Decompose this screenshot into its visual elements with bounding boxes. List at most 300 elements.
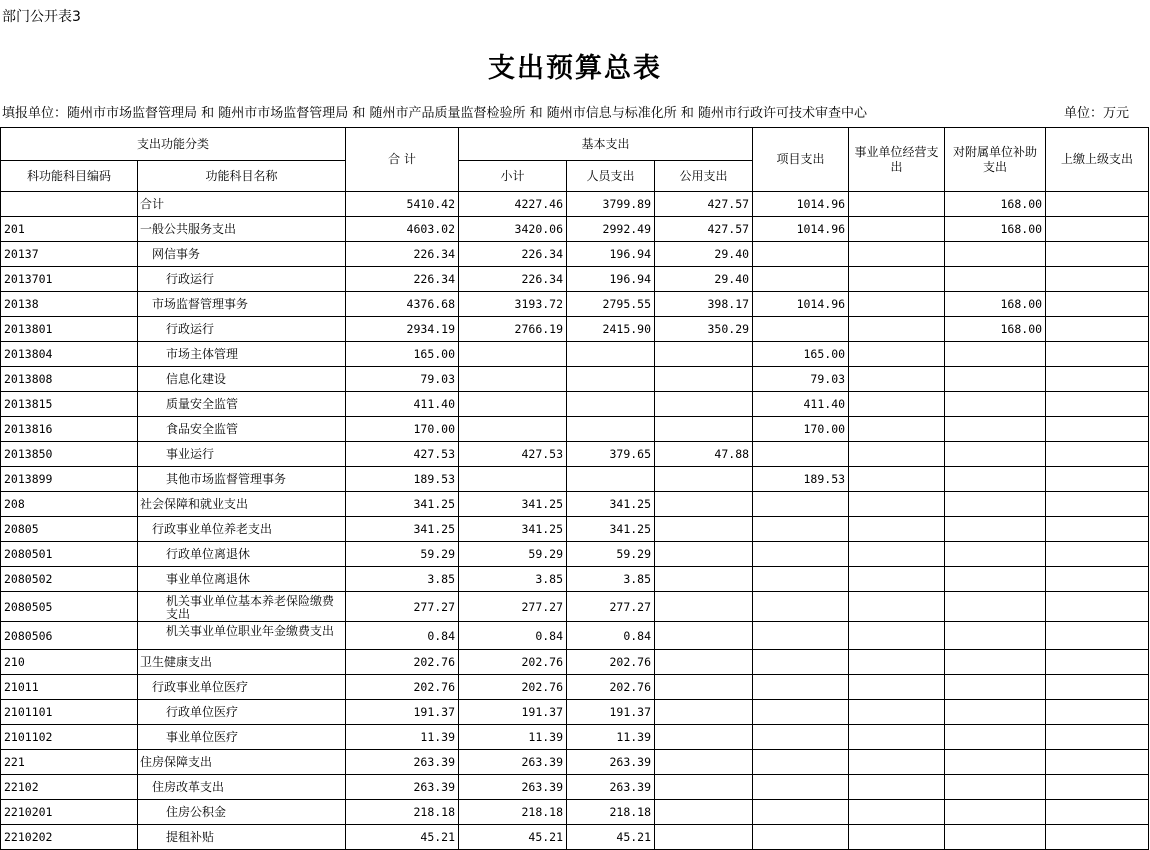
row-total: 4603.02 [346,217,459,242]
row-project [753,442,849,467]
row-project [753,800,849,825]
row-code: 2080501 [1,542,138,567]
row-subsidy [945,675,1046,700]
row-name: 行政单位医疗 [138,700,346,725]
row-business [849,825,945,850]
row-subtotal: 341.25 [459,492,567,517]
row-upper [1046,242,1149,267]
row-subsidy [945,367,1046,392]
row-subsidy [945,700,1046,725]
row-business [849,342,945,367]
row-business [849,217,945,242]
row-subsidy [945,517,1046,542]
row-name: 机关事业单位基本养老保险缴费支出 [138,592,346,622]
row-project: 1014.96 [753,192,849,217]
row-name: 行政事业单位养老支出 [138,517,346,542]
row-code: 2013801 [1,317,138,342]
row-code [1,192,138,217]
row-project: 165.00 [753,342,849,367]
row-personnel: 2415.90 [567,317,655,342]
header-business: 事业单位经营支出 [849,128,945,192]
row-business [849,492,945,517]
row-upper [1046,622,1149,650]
row-project [753,750,849,775]
row-total: 4376.68 [346,292,459,317]
row-business [849,292,945,317]
table-row [1,775,1149,800]
row-business [849,442,945,467]
header-project: 项目支出 [753,128,849,192]
row-code: 2013899 [1,467,138,492]
row-subtotal: 341.25 [459,517,567,542]
row-total: 0.84 [346,622,459,650]
row-upper [1046,192,1149,217]
row-personnel: 202.76 [567,650,655,675]
row-name: 社会保障和就业支出 [138,492,346,517]
row-subtotal [459,367,567,392]
row-project: 170.00 [753,417,849,442]
row-public [655,342,753,367]
row-personnel: 218.18 [567,800,655,825]
header-upper: 上缴上级支出 [1046,128,1149,192]
header-name: 功能科目名称 [138,161,346,192]
row-subtotal [459,467,567,492]
row-subtotal: 202.76 [459,650,567,675]
row-upper [1046,592,1149,622]
row-subtotal: 263.39 [459,750,567,775]
row-project: 189.53 [753,467,849,492]
row-personnel: 341.25 [567,517,655,542]
row-name: 住房改革支出 [138,775,346,800]
row-project [753,542,849,567]
table-row [1,825,1149,850]
row-public [655,492,753,517]
row-name: 市场监督管理事务 [138,292,346,317]
row-name: 市场主体管理 [138,342,346,367]
row-project [753,267,849,292]
row-project [753,492,849,517]
reporting-unit-text: 填报单位：随州市市场监督管理局 和 随州市市场监督管理局 和 随州市产品质量监督检验所 和 随州市信息与标准化所 和 随州市行政许可技术审查中心 [2,106,868,121]
row-business [849,467,945,492]
row-personnel: 277.27 [567,592,655,622]
row-total: 2934.19 [346,317,459,342]
table-row [1,242,1149,267]
row-public: 350.29 [655,317,753,342]
row-public: 427.57 [655,217,753,242]
row-name: 事业单位医疗 [138,725,346,750]
row-business [849,192,945,217]
table-row [1,442,1149,467]
row-code: 201 [1,217,138,242]
row-code: 2013701 [1,267,138,292]
row-subsidy [945,650,1046,675]
table-row [1,492,1149,517]
budget-table [0,127,1149,850]
row-upper [1046,800,1149,825]
row-subtotal: 226.34 [459,267,567,292]
row-subtotal: 4227.46 [459,192,567,217]
row-personnel: 191.37 [567,700,655,725]
row-code: 2013816 [1,417,138,442]
row-name: 行政事业单位医疗 [138,675,346,700]
header-personnel: 人员支出 [567,161,655,192]
currency-unit-label: 单位：万元 [1064,106,1130,121]
table-row [1,267,1149,292]
row-personnel [567,367,655,392]
row-code: 2080506 [1,622,138,650]
row-business [849,317,945,342]
header-subtotal: 小计 [459,161,567,192]
table-row [1,517,1149,542]
table-number-label: 部门公开表3 [2,9,81,25]
row-subtotal: 226.34 [459,242,567,267]
table-row [1,622,1149,650]
row-public [655,675,753,700]
row-business [849,542,945,567]
row-code: 2101102 [1,725,138,750]
row-code: 20138 [1,292,138,317]
row-business [849,650,945,675]
row-public [655,592,753,622]
row-code: 20137 [1,242,138,267]
row-business [849,242,945,267]
row-project [753,725,849,750]
row-total: 226.34 [346,267,459,292]
row-total: 277.27 [346,592,459,622]
row-personnel: 0.84 [567,622,655,650]
header-func-class: 支出功能分类 [1,128,346,161]
row-project [753,825,849,850]
row-code: 2013815 [1,392,138,417]
table-row [1,367,1149,392]
row-public [655,542,753,567]
table-row [1,650,1149,675]
row-name: 事业单位离退休 [138,567,346,592]
row-subsidy [945,417,1046,442]
row-name: 合计 [138,192,346,217]
row-total: 189.53 [346,467,459,492]
row-personnel: 196.94 [567,242,655,267]
row-upper [1046,292,1149,317]
row-subtotal: 0.84 [459,622,567,650]
table-row [1,800,1149,825]
row-public [655,750,753,775]
row-project [753,675,849,700]
row-personnel: 3799.89 [567,192,655,217]
row-subsidy [945,825,1046,850]
row-total: 218.18 [346,800,459,825]
row-personnel: 196.94 [567,267,655,292]
row-project: 1014.96 [753,292,849,317]
row-project: 1014.96 [753,217,849,242]
row-code: 2080505 [1,592,138,622]
header-subsidy: 对附属单位补助支出 [945,128,1046,192]
table-row [1,725,1149,750]
row-total: 263.39 [346,750,459,775]
row-business [849,392,945,417]
row-upper [1046,675,1149,700]
row-subsidy [945,725,1046,750]
row-public: 427.57 [655,192,753,217]
table-row [1,467,1149,492]
row-business [849,775,945,800]
row-subsidy: 168.00 [945,192,1046,217]
row-total: 170.00 [346,417,459,442]
row-personnel: 2992.49 [567,217,655,242]
header-basic: 基本支出 [459,128,753,161]
table-row [1,192,1149,217]
row-subsidy: 168.00 [945,317,1046,342]
row-name: 机关事业单位职业年金缴费支出 [138,622,346,650]
row-public: 29.40 [655,267,753,292]
row-public: 29.40 [655,242,753,267]
row-business [849,800,945,825]
row-subsidy [945,542,1046,567]
row-project [753,700,849,725]
row-public [655,622,753,650]
row-project [753,650,849,675]
row-upper [1046,750,1149,775]
row-total: 263.39 [346,775,459,800]
row-personnel: 379.65 [567,442,655,467]
row-total: 3.85 [346,567,459,592]
row-business [849,750,945,775]
row-public: 398.17 [655,292,753,317]
row-code: 22102 [1,775,138,800]
row-upper [1046,542,1149,567]
row-code: 2210202 [1,825,138,850]
report-unit-line [2,102,1150,122]
row-upper [1046,700,1149,725]
row-public [655,775,753,800]
row-upper [1046,725,1149,750]
row-subsidy [945,342,1046,367]
row-project [753,775,849,800]
row-upper [1046,517,1149,542]
row-name: 行政运行 [138,267,346,292]
row-code: 2080502 [1,567,138,592]
row-business [849,567,945,592]
row-upper [1046,267,1149,292]
row-total: 202.76 [346,650,459,675]
row-project [753,242,849,267]
row-code: 21011 [1,675,138,700]
row-project: 79.03 [753,367,849,392]
row-project [753,317,849,342]
row-public [655,367,753,392]
row-subsidy [945,392,1046,417]
row-upper [1046,392,1149,417]
page-title: 支出预算总表 [488,53,662,84]
row-public [655,417,753,442]
row-public [655,467,753,492]
row-project [753,592,849,622]
table-row [1,592,1149,622]
row-subtotal: 191.37 [459,700,567,725]
row-personnel: 3.85 [567,567,655,592]
row-upper [1046,650,1149,675]
table-row [1,750,1149,775]
row-business [849,700,945,725]
row-code: 2013850 [1,442,138,467]
row-code: 221 [1,750,138,775]
row-upper [1046,775,1149,800]
row-business [849,725,945,750]
row-total: 411.40 [346,392,459,417]
row-business [849,622,945,650]
row-name: 质量安全监管 [138,392,346,417]
row-subsidy [945,750,1046,775]
table-row [1,417,1149,442]
row-personnel: 45.21 [567,825,655,850]
row-upper [1046,492,1149,517]
row-business [849,592,945,622]
row-code: 2210201 [1,800,138,825]
row-name: 一般公共服务支出 [138,217,346,242]
row-total: 45.21 [346,825,459,850]
row-subtotal: 59.29 [459,542,567,567]
row-upper [1046,417,1149,442]
row-name: 行政运行 [138,317,346,342]
table-row [1,217,1149,242]
row-upper [1046,442,1149,467]
row-subsidy: 168.00 [945,292,1046,317]
row-total: 341.25 [346,492,459,517]
row-subsidy [945,242,1046,267]
row-subsidy [945,567,1046,592]
row-public: 47.88 [655,442,753,467]
row-public [655,700,753,725]
row-code: 20805 [1,517,138,542]
row-name: 食品安全监管 [138,417,346,442]
row-upper [1046,217,1149,242]
row-subtotal: 277.27 [459,592,567,622]
row-subsidy [945,267,1046,292]
row-business [849,417,945,442]
row-public [655,567,753,592]
row-subsidy [945,622,1046,650]
row-upper [1046,567,1149,592]
row-business [849,675,945,700]
row-personnel [567,392,655,417]
row-upper [1046,467,1149,492]
row-total: 191.37 [346,700,459,725]
row-personnel: 263.39 [567,775,655,800]
row-public [655,800,753,825]
row-personnel: 341.25 [567,492,655,517]
table-row [1,292,1149,317]
header-public: 公用支出 [655,161,753,192]
row-personnel [567,467,655,492]
row-upper [1046,317,1149,342]
row-subsidy: 168.00 [945,217,1046,242]
row-project [753,622,849,650]
row-business [849,367,945,392]
row-project [753,517,849,542]
row-personnel [567,342,655,367]
row-subtotal: 3420.06 [459,217,567,242]
row-total: 5410.42 [346,192,459,217]
row-personnel: 11.39 [567,725,655,750]
table-row [1,700,1149,725]
row-subtotal: 427.53 [459,442,567,467]
row-public [655,517,753,542]
row-name: 其他市场监督管理事务 [138,467,346,492]
row-subtotal: 3.85 [459,567,567,592]
row-code: 2013808 [1,367,138,392]
row-personnel: 2795.55 [567,292,655,317]
table-row [1,542,1149,567]
row-subtotal: 202.76 [459,675,567,700]
row-public [655,650,753,675]
row-personnel: 202.76 [567,675,655,700]
table-row [1,342,1149,367]
row-code: 210 [1,650,138,675]
row-total: 59.29 [346,542,459,567]
row-total: 427.53 [346,442,459,467]
row-subsidy [945,800,1046,825]
table-row [1,675,1149,700]
header-code: 科功能科目编码 [1,161,138,192]
row-name: 提租补贴 [138,825,346,850]
row-subsidy [945,775,1046,800]
row-subtotal [459,417,567,442]
row-subsidy [945,442,1046,467]
row-total: 202.76 [346,675,459,700]
row-name: 网信事务 [138,242,346,267]
row-public [655,392,753,417]
table-row [1,392,1149,417]
row-subtotal [459,392,567,417]
row-code: 2013804 [1,342,138,367]
row-business [849,517,945,542]
row-personnel: 263.39 [567,750,655,775]
row-name: 行政单位离退休 [138,542,346,567]
row-name: 卫生健康支出 [138,650,346,675]
row-name: 事业运行 [138,442,346,467]
row-code: 2101101 [1,700,138,725]
row-subtotal: 3193.72 [459,292,567,317]
row-personnel: 59.29 [567,542,655,567]
table-body [1,192,1149,850]
row-upper [1046,825,1149,850]
row-upper [1046,367,1149,392]
row-subtotal: 45.21 [459,825,567,850]
row-subtotal: 263.39 [459,775,567,800]
row-upper [1046,342,1149,367]
row-subtotal: 11.39 [459,725,567,750]
row-subtotal: 2766.19 [459,317,567,342]
row-business [849,267,945,292]
row-public [655,725,753,750]
table-row [1,317,1149,342]
row-name: 信息化建设 [138,367,346,392]
row-subtotal: 218.18 [459,800,567,825]
row-subtotal [459,342,567,367]
row-personnel [567,417,655,442]
row-total: 11.39 [346,725,459,750]
row-name: 住房公积金 [138,800,346,825]
row-public [655,825,753,850]
row-project [753,567,849,592]
row-subsidy [945,592,1046,622]
header-total: 合 计 [346,128,459,192]
row-subsidy [945,467,1046,492]
row-project: 411.40 [753,392,849,417]
row-total: 79.03 [346,367,459,392]
row-name: 住房保障支出 [138,750,346,775]
row-total: 341.25 [346,517,459,542]
